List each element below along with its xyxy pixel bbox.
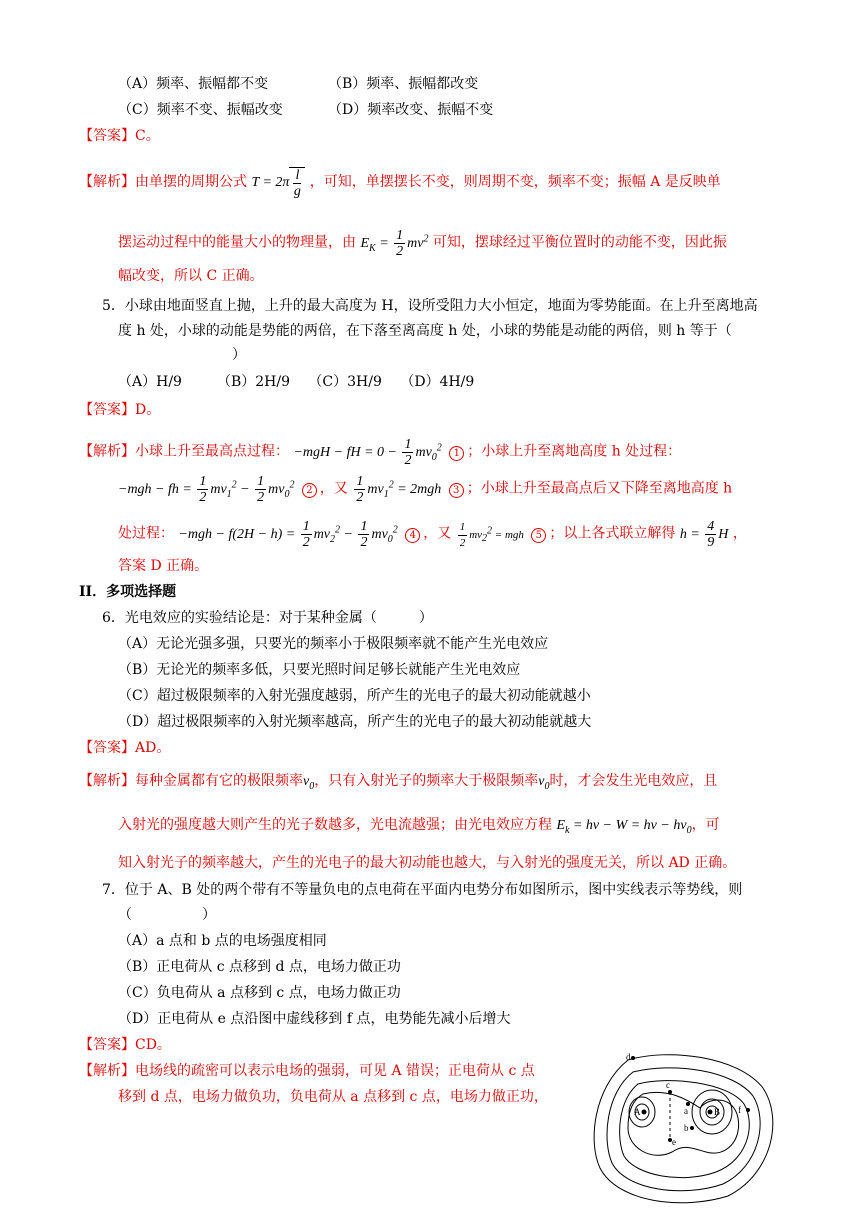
q6-explanation-line2: 入射光的强度越大则产生的光子数越多，光电流越强；由光电效应方程 $E_k = h\nu - W = h\nu - h\nu_0$，可 <box>118 817 720 836</box>
q5-explanation-line4: 答案 D 正确。 <box>118 558 209 574</box>
q4-option-a: （A）频率、振幅都不变 <box>118 76 269 92</box>
q6-option-d: （D）超过极限频率的入射光频率越高，所产生的光电子的最大初动能就越大 <box>118 714 592 730</box>
q4-explanation-line3: 幅改变，所以 C 正确。 <box>118 268 264 284</box>
q7-explanation-line2: 移到 d 点，电场力做负功，负电荷从 a 点移到 c 点，电场力做正功， <box>118 1089 548 1105</box>
q4-option-d: （D）频率改变、振幅不变 <box>328 102 494 118</box>
q7-option-a: （A）a 点和 b 点的电场强度相同 <box>118 933 327 949</box>
fig-label-a: a <box>684 1106 688 1116</box>
q7-stem-line1: 7．位于 A、B 处的两个带有不等量负电的点电荷在平面内电势分布如图所示，图中实线表示等势线，则 <box>102 882 743 898</box>
q7-option-b: （B）正电荷从 c 点移到 d 点，电场力做正功 <box>118 959 401 975</box>
fig-label-A: A <box>634 1107 641 1117</box>
q6-explanation-line3: 知入射光子的频率越大，产生的光电子的最大初动能也越大，与入射光的强度无关，所以 AD 正确。 <box>118 855 737 871</box>
q7-option-c: （C）负电荷从 a 点移到 c 点，电场力做正功 <box>118 985 401 1001</box>
q6-answer: 【答案】AD。 <box>79 740 171 756</box>
eq-marker-4: 4 <box>405 528 420 543</box>
equipotential-figure <box>588 1048 778 1208</box>
q7-explanation-line1: 【解析】电场线的疏密可以表示电场的强弱，可见 A 错误；正电荷从 c 点 <box>79 1063 535 1079</box>
q6-option-b: （B）无论光的频率多低，只要光照时间足够长就能产生光电效应 <box>118 662 521 678</box>
q5-stem-line2: 度 h 处，小球的动能是势能的两倍，在下落至离高度 h 处，小球的势能是动能的两倍，则 h 等于（ <box>118 323 732 339</box>
q4-explanation-line1: 【解析】由单摆的周期公式 T = 2π $\frac{l}{g}$ ，可知，单摆摆长不变，则周期不变，频率不变；振幅 A 是反映单 <box>79 168 721 199</box>
q4-answer: 【答案】C。 <box>79 128 160 144</box>
q7-answer: 【答案】CD。 <box>79 1037 171 1053</box>
q5-stem-line3: ） <box>232 347 246 363</box>
fig-label-e: e <box>672 1137 676 1147</box>
eq-marker-5: 5 <box>531 528 546 543</box>
eq-marker-2: 2 <box>302 483 317 498</box>
q4-formula-kinetic: $E_K$ = $\frac{1}{2}$ $mv^2$ <box>360 228 429 259</box>
q4-option-c: （C）频率不变、振幅改变 <box>118 102 283 118</box>
fig-label-b: b <box>684 1123 689 1133</box>
fig-label-d: d <box>626 1052 631 1062</box>
q6-stem: 6．光电效应的实验结论是：对于某种金属（ ） <box>102 610 433 626</box>
q5-explanation-line3: 处过程： −mgh − f(2H − h) = $\frac{1}{2}$ $mv_2^2$ − $\frac{1}{2}$ $mv_0^2$ 4 ，又 $\frac{1}{2}$ $mv_2^2$ = mgh 5 ；以上各式联立解得 h = $\frac{4}{9}$ H ， <box>118 519 747 550</box>
q4-formula-period: T = 2π $\frac{l}{g}$ <box>251 175 305 190</box>
q5-explanation-line1: 【解析】小球上升至最高点过程： −mgH − fH = 0 − $\frac{1}{2}$ $mv_0^2$ 1 ；小球上升至离地高度 h 处过程： <box>79 437 682 468</box>
q6-explanation-line1: 【解析】每种金属都有它的极限频率$\nu_0$，只有入射光子的频率大于极限频率$\nu_0$时，才会发生光电效应，且 <box>79 773 718 792</box>
q6-option-a: （A）无论光强多强，只要光的频率小于极限频率就不能产生光电效应 <box>118 636 549 652</box>
eq-marker-3: 3 <box>449 483 464 498</box>
eq-marker-1: 1 <box>449 446 464 461</box>
q4-option-b: （B）频率、振幅都改变 <box>328 76 479 92</box>
q5-options: （A）H/9 （B）2H/9 （C）3H/9 （D）4H/9 <box>118 374 475 390</box>
q7-stem-line2: （ ） <box>118 907 216 923</box>
fig-label-c: c <box>666 1080 670 1090</box>
q7-option-d: （D）正电荷从 e 点沿图中虚线移到 f 点，电势能先减小后增大 <box>118 1011 511 1027</box>
fig-label-f: f <box>738 1105 741 1115</box>
q6-option-c: （C）超过极限频率的入射光强度越弱，所产生的光电子的最大初动能就越小 <box>118 688 591 704</box>
q4-explanation-line2: 摆运动过程中的能量大小的物理量，由 $E_K$ = $\frac{1}{2}$ $mv^2$ 可知，摆球经过平衡位置时的动能不变，因此振 <box>118 228 727 259</box>
q5-stem-line1: 5．小球由地面竖直上抛，上升的最大高度为 H，设所受阻力大小恒定，地面为零势能面。在上升至离地高 <box>102 298 758 314</box>
q4-exp-tag: 【解析】 <box>79 174 135 191</box>
q5-answer: 【答案】D。 <box>79 402 161 418</box>
fig-label-B: B <box>714 1107 721 1117</box>
q5-explanation-line2: −mgh − fh = $\frac{1}{2}$ $mv_1^2$ − $\frac{1}{2}$ $mv_0^2$ 2 ，又 $\frac{1}{2}$ $mv_1^2 = 2mgh$ 3 ；小球上升至最高点后又下降至离地高度 h <box>118 474 733 505</box>
section-title: II．多项选择题 <box>79 584 177 600</box>
